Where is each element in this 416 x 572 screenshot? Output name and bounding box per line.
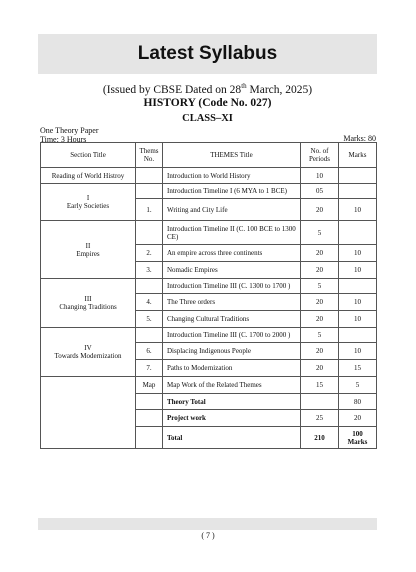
header-section: Section Title: [41, 143, 136, 168]
issued-suffix: March, 2025): [246, 83, 313, 96]
section-number: IV: [84, 344, 92, 352]
marks-cell: 20: [339, 410, 377, 427]
table-row: [41, 184, 377, 199]
section-number: I: [86, 194, 90, 202]
theme-title: Map Work of the Related Themes: [163, 377, 301, 394]
paper-marks: Marks: 80: [343, 134, 376, 143]
theme-number: 3.: [136, 262, 163, 279]
theme-title: Displacing Indigenous People: [163, 343, 301, 360]
table-row: [41, 221, 377, 245]
section-name: Towards Modernization: [54, 352, 122, 360]
periods-cell: 5: [301, 221, 339, 245]
theme-number: 7.: [136, 360, 163, 377]
section-number: II: [85, 241, 91, 250]
theme-number: Map: [136, 377, 163, 394]
header-themes-title: THEMES Title: [163, 143, 301, 168]
periods-cell: 20: [301, 294, 339, 311]
issued-prefix: (Issued by CBSE Dated on 28: [102, 83, 242, 96]
theme-title: Nomadic Empires: [163, 262, 301, 279]
theme-number: 2.: [136, 245, 163, 262]
header-thems-no: Thems No.: [136, 143, 163, 168]
theme-number: 5.: [136, 311, 163, 328]
section-title: [41, 328, 136, 377]
theme-title: An empire across three continents: [163, 245, 301, 262]
theme-title: Total: [163, 427, 301, 449]
section-number: III: [84, 295, 92, 303]
paper-time: Time: 3 Hours: [40, 135, 87, 144]
marks-cell: 10: [339, 245, 377, 262]
section-title: Reading of World Histroy: [41, 168, 136, 184]
periods-cell: 10: [301, 168, 339, 184]
periods-cell: 20: [301, 311, 339, 328]
issued-note: [38, 82, 377, 96]
theme-title: The Three orders: [163, 294, 301, 311]
table-header-row: [41, 143, 377, 168]
section-name: Changing Traditions: [59, 303, 117, 311]
theme-number: 4.: [136, 294, 163, 311]
periods-cell: 5: [301, 279, 339, 294]
theme-title: Changing Cultural Traditions: [163, 311, 301, 328]
theme-number: 6.: [136, 343, 163, 360]
page-title: Latest Syllabus: [137, 43, 278, 64]
section-title: [41, 279, 136, 328]
theme-title: Introduction to World History: [163, 168, 301, 184]
marks-cell: 10: [339, 294, 377, 311]
periods-cell: 20: [301, 343, 339, 360]
theme-number: 1.: [136, 199, 163, 221]
periods-cell: 25: [301, 410, 339, 427]
section-name: Early Societies: [66, 202, 110, 210]
section-title: [41, 184, 136, 221]
marks-cell: 5: [339, 377, 377, 394]
periods-cell: 20: [301, 360, 339, 377]
theme-title: Introduction Timeline II (C. 100 BCE to 1300 CE): [163, 221, 301, 245]
footer-bar: [38, 518, 377, 530]
table-row: [41, 377, 377, 394]
theme-title: Introduction Timeline III (C. 1300 to 1700 ): [163, 279, 301, 294]
theme-title: Paths to Modernization: [163, 360, 301, 377]
theme-title: Writing and City Life: [163, 199, 301, 221]
theme-title: Introduction Timeline III (C. 1700 to 2000 ): [163, 328, 301, 343]
marks-cell: [339, 427, 377, 449]
header-marks: Marks: [339, 143, 377, 168]
class-heading: CLASS–XI: [182, 113, 233, 124]
section-name: Empires: [76, 249, 100, 258]
page-number: ( 7 ): [201, 531, 215, 540]
periods-cell: 20: [301, 199, 339, 221]
marks-cell: 80: [339, 394, 377, 410]
periods-cell: 15: [301, 377, 339, 394]
marks-cell: 15: [339, 360, 377, 377]
section-title: [41, 221, 136, 279]
paper-count: One Theory Paper: [40, 126, 99, 135]
syllabus-table: [40, 142, 377, 449]
subject-heading: HISTORY (Code No. 027): [143, 97, 272, 109]
table-row: [41, 328, 377, 343]
marks-cell: 10: [339, 311, 377, 328]
periods-cell: 05: [301, 184, 339, 199]
periods-cell: 210: [301, 427, 339, 449]
total-marks-unit: Marks: [347, 437, 368, 446]
table-row: [41, 279, 377, 294]
theme-title: Project work: [163, 410, 301, 427]
table-row: [41, 168, 377, 184]
periods-cell: 20: [301, 245, 339, 262]
theme-title: Theory Total: [163, 394, 301, 410]
marks-cell: 10: [339, 343, 377, 360]
theme-title: Introduction Timeline I (6 MYA to 1 BCE): [163, 184, 301, 199]
marks-cell: 10: [339, 262, 377, 279]
total-marks-value: 100: [352, 429, 363, 438]
periods-cell: 20: [301, 262, 339, 279]
marks-cell: 10: [339, 199, 377, 221]
issued-superscript: th: [241, 82, 247, 90]
title-banner: [38, 34, 377, 74]
header-periods: No. of Periods: [301, 143, 339, 168]
periods-cell: 5: [301, 328, 339, 343]
